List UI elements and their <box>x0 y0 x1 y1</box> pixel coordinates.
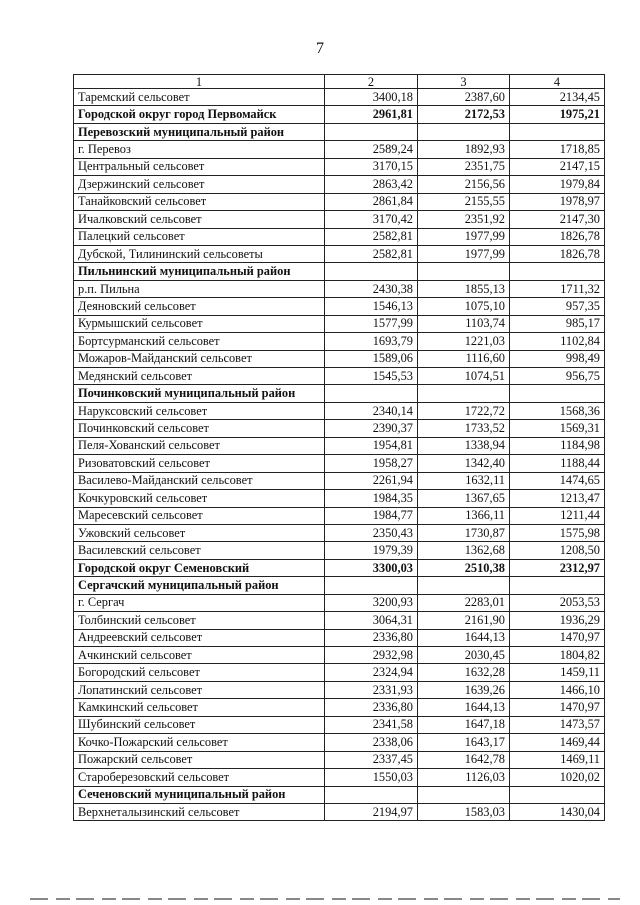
value-col-4: 1184,98 <box>510 437 605 454</box>
table-row <box>74 542 605 559</box>
table-row <box>74 176 605 193</box>
value-col-3: 1338,94 <box>418 437 510 454</box>
table-row <box>74 507 605 524</box>
value-col-4: 957,35 <box>510 298 605 315</box>
table-row <box>74 385 605 402</box>
value-col-3: 2351,92 <box>418 211 510 228</box>
value-col-4: 1804,82 <box>510 647 605 664</box>
value-col-4: 1474,65 <box>510 472 605 489</box>
table-row <box>74 734 605 751</box>
value-col-4: 1826,78 <box>510 245 605 262</box>
value-col-4: 1473,57 <box>510 716 605 733</box>
table-row <box>74 211 605 228</box>
row-name: Кочко-Пожарский сельсовет <box>74 734 325 751</box>
table-row <box>74 647 605 664</box>
value-col-4: 1020,02 <box>510 769 605 786</box>
value-col-2 <box>325 385 418 402</box>
row-name: Андреевский сельсовет <box>74 629 325 646</box>
value-col-3 <box>418 123 510 140</box>
table-row <box>74 280 605 297</box>
value-col-2: 2861,84 <box>325 193 418 210</box>
table-row <box>74 350 605 367</box>
row-name: Курмышский сельсовет <box>74 315 325 332</box>
row-name: Пожарский сельсовет <box>74 751 325 768</box>
value-col-3 <box>418 263 510 280</box>
value-col-4: 1102,84 <box>510 333 605 350</box>
row-name: Верхнеталызинский сельсовет <box>74 803 325 820</box>
value-col-2: 1979,39 <box>325 542 418 559</box>
value-col-2: 1958,27 <box>325 455 418 472</box>
value-col-4: 1188,44 <box>510 455 605 472</box>
row-name: Василево-Майданский сельсовет <box>74 472 325 489</box>
row-name: Дубской, Тилининский сельсоветы <box>74 245 325 262</box>
value-col-2: 3400,18 <box>325 89 418 106</box>
value-col-3 <box>418 786 510 803</box>
value-col-4: 1430,04 <box>510 803 605 820</box>
row-name: Староберезовский сельсовет <box>74 769 325 786</box>
value-col-2: 1984,77 <box>325 507 418 524</box>
value-col-3: 1730,87 <box>418 524 510 541</box>
value-col-4 <box>510 263 605 280</box>
row-name: Толбинский сельсовет <box>74 612 325 629</box>
row-name: Починковский муниципальный район <box>74 385 325 402</box>
value-col-2: 2350,43 <box>325 524 418 541</box>
row-name: Наруксовский сельсовет <box>74 402 325 419</box>
value-col-3: 1074,51 <box>418 368 510 385</box>
value-col-3: 2172,53 <box>418 106 510 123</box>
table-row <box>74 368 605 385</box>
value-col-4: 1213,47 <box>510 490 605 507</box>
value-col-4: 2134,45 <box>510 89 605 106</box>
table-row <box>74 559 605 576</box>
row-name: Перевозский муниципальный район <box>74 123 325 140</box>
value-col-2: 2430,38 <box>325 280 418 297</box>
row-name: Починковский сельсовет <box>74 420 325 437</box>
value-col-3: 1644,13 <box>418 629 510 646</box>
table-row <box>74 594 605 611</box>
row-name: Сеченовский муниципальный район <box>74 786 325 803</box>
column-header: 1 <box>74 75 325 89</box>
value-col-3: 1103,74 <box>418 315 510 332</box>
value-col-3: 2156,56 <box>418 176 510 193</box>
value-col-3: 1642,78 <box>418 751 510 768</box>
value-col-3: 1977,99 <box>418 228 510 245</box>
tariff-table <box>73 74 605 821</box>
value-col-2: 2589,24 <box>325 141 418 158</box>
value-col-2: 2338,06 <box>325 734 418 751</box>
row-name: Дзержинский сельсовет <box>74 176 325 193</box>
value-col-2: 2582,81 <box>325 228 418 245</box>
row-name: г. Перевоз <box>74 141 325 158</box>
value-col-4: 1470,97 <box>510 629 605 646</box>
value-col-4: 2312,97 <box>510 559 605 576</box>
table-row <box>74 141 605 158</box>
table-row <box>74 106 605 123</box>
value-col-3: 1977,99 <box>418 245 510 262</box>
value-col-2: 2261,94 <box>325 472 418 489</box>
value-col-4: 1975,21 <box>510 106 605 123</box>
value-col-2: 2341,58 <box>325 716 418 733</box>
value-col-2: 2337,45 <box>325 751 418 768</box>
value-col-2: 1577,99 <box>325 315 418 332</box>
value-col-3: 1639,26 <box>418 681 510 698</box>
value-col-4 <box>510 123 605 140</box>
value-col-4: 2053,53 <box>510 594 605 611</box>
value-col-3: 1647,18 <box>418 716 510 733</box>
value-col-4: 1711,32 <box>510 280 605 297</box>
value-col-4: 998,49 <box>510 350 605 367</box>
value-col-2 <box>325 786 418 803</box>
value-col-3: 1855,13 <box>418 280 510 297</box>
value-col-2: 2194,97 <box>325 803 418 820</box>
table-row <box>74 402 605 419</box>
value-col-3: 1583,03 <box>418 803 510 820</box>
value-col-2: 2863,42 <box>325 176 418 193</box>
table-row <box>74 612 605 629</box>
table-row <box>74 769 605 786</box>
value-col-3: 1643,17 <box>418 734 510 751</box>
row-name: Камкинский сельсовет <box>74 699 325 716</box>
row-name: Богородский сельсовет <box>74 664 325 681</box>
row-name: Ризоватовский сельсовет <box>74 455 325 472</box>
value-col-2: 2390,37 <box>325 420 418 437</box>
table-row <box>74 786 605 803</box>
value-col-2: 3170,42 <box>325 211 418 228</box>
value-col-3: 1733,52 <box>418 420 510 437</box>
value-col-2: 3170,15 <box>325 158 418 175</box>
table-row <box>74 89 605 106</box>
value-col-2 <box>325 263 418 280</box>
row-name: Ужовский сельсовет <box>74 524 325 541</box>
row-name: Василевский сельсовет <box>74 542 325 559</box>
row-name: Медянский сельсовет <box>74 368 325 385</box>
value-col-2: 3200,93 <box>325 594 418 611</box>
table-row <box>74 751 605 768</box>
value-col-3: 1362,68 <box>418 542 510 559</box>
value-col-4: 1211,44 <box>510 507 605 524</box>
value-col-3: 2283,01 <box>418 594 510 611</box>
value-col-2: 2932,98 <box>325 647 418 664</box>
table-row <box>74 490 605 507</box>
page-number: 7 <box>316 40 324 57</box>
value-col-3: 2155,55 <box>418 193 510 210</box>
value-col-3: 1366,11 <box>418 507 510 524</box>
value-col-3: 1644,13 <box>418 699 510 716</box>
value-col-2: 1693,79 <box>325 333 418 350</box>
table-row <box>74 664 605 681</box>
value-col-2 <box>325 577 418 594</box>
value-col-4 <box>510 577 605 594</box>
row-name: г. Сергач <box>74 594 325 611</box>
value-col-3 <box>418 385 510 402</box>
value-col-3: 2161,90 <box>418 612 510 629</box>
row-name: Центральный сельсовет <box>74 158 325 175</box>
value-col-4: 1826,78 <box>510 228 605 245</box>
table-row <box>74 333 605 350</box>
row-name: р.п. Пильна <box>74 280 325 297</box>
value-col-4: 1936,29 <box>510 612 605 629</box>
value-col-2: 3300,03 <box>325 559 418 576</box>
table-row <box>74 716 605 733</box>
value-col-3: 1367,65 <box>418 490 510 507</box>
row-name: Сергачский муниципальный район <box>74 577 325 594</box>
value-col-2: 2336,80 <box>325 699 418 716</box>
row-name: Городской округ Семеновский <box>74 559 325 576</box>
value-col-4: 1718,85 <box>510 141 605 158</box>
row-name: Деяновский сельсовет <box>74 298 325 315</box>
value-col-2: 3064,31 <box>325 612 418 629</box>
value-col-4: 1568,36 <box>510 402 605 419</box>
value-col-2: 1545,53 <box>325 368 418 385</box>
row-name: Палецкий сельсовет <box>74 228 325 245</box>
value-col-2: 2961,81 <box>325 106 418 123</box>
table-row <box>74 158 605 175</box>
value-col-2: 1550,03 <box>325 769 418 786</box>
value-col-4: 985,17 <box>510 315 605 332</box>
row-name: Пеля-Хованский сельсовет <box>74 437 325 454</box>
table-row <box>74 298 605 315</box>
column-header: 2 <box>325 75 418 89</box>
table-row <box>74 629 605 646</box>
row-name: Лопатинский сельсовет <box>74 681 325 698</box>
row-name: Пильнинский муниципальный район <box>74 263 325 280</box>
table-row <box>74 577 605 594</box>
table-row <box>74 123 605 140</box>
value-col-2: 2340,14 <box>325 402 418 419</box>
value-col-3: 1342,40 <box>418 455 510 472</box>
value-col-4: 956,75 <box>510 368 605 385</box>
value-col-4: 1469,44 <box>510 734 605 751</box>
value-col-3: 1632,28 <box>418 664 510 681</box>
value-col-4: 1978,97 <box>510 193 605 210</box>
value-col-3: 2510,38 <box>418 559 510 576</box>
table-row <box>74 803 605 820</box>
row-name: Ичалковский сельсовет <box>74 211 325 228</box>
value-col-4: 1469,11 <box>510 751 605 768</box>
value-col-2: 1984,35 <box>325 490 418 507</box>
table-row <box>74 437 605 454</box>
value-col-3: 2030,45 <box>418 647 510 664</box>
table-row <box>74 681 605 698</box>
value-col-2: 2324,94 <box>325 664 418 681</box>
value-col-3: 1075,10 <box>418 298 510 315</box>
table-header-row <box>74 75 605 89</box>
value-col-4: 1466,10 <box>510 681 605 698</box>
table-row <box>74 420 605 437</box>
column-header: 3 <box>418 75 510 89</box>
value-col-4: 2147,30 <box>510 211 605 228</box>
value-col-4: 1575,98 <box>510 524 605 541</box>
row-name: Шубинский сельсовет <box>74 716 325 733</box>
value-col-4: 1979,84 <box>510 176 605 193</box>
value-col-2: 1546,13 <box>325 298 418 315</box>
footer-scan-artifact <box>30 898 620 900</box>
table-row <box>74 455 605 472</box>
table-row <box>74 472 605 489</box>
row-name: Городской округ город Первомайск <box>74 106 325 123</box>
row-name: Маресевский сельсовет <box>74 507 325 524</box>
value-col-3: 1126,03 <box>418 769 510 786</box>
row-name: Бортсурманский сельсовет <box>74 333 325 350</box>
table-row <box>74 524 605 541</box>
value-col-2: 2582,81 <box>325 245 418 262</box>
table-row <box>74 699 605 716</box>
value-col-4: 1569,31 <box>510 420 605 437</box>
table-row <box>74 228 605 245</box>
value-col-4: 1470,97 <box>510 699 605 716</box>
value-col-2 <box>325 123 418 140</box>
value-col-2: 1954,81 <box>325 437 418 454</box>
value-col-3: 2387,60 <box>418 89 510 106</box>
value-col-3: 1221,03 <box>418 333 510 350</box>
row-name: Танайковский сельсовет <box>74 193 325 210</box>
value-col-4: 2147,15 <box>510 158 605 175</box>
value-col-2: 2331,93 <box>325 681 418 698</box>
table-row <box>74 193 605 210</box>
column-header: 4 <box>510 75 605 89</box>
table-row <box>74 263 605 280</box>
value-col-2: 2336,80 <box>325 629 418 646</box>
value-col-3: 1116,60 <box>418 350 510 367</box>
row-name: Ачкинский сельсовет <box>74 647 325 664</box>
value-col-4 <box>510 385 605 402</box>
row-name: Кочкуровский сельсовет <box>74 490 325 507</box>
value-col-3 <box>418 577 510 594</box>
value-col-4: 1208,50 <box>510 542 605 559</box>
value-col-3: 2351,75 <box>418 158 510 175</box>
value-col-3: 1892,93 <box>418 141 510 158</box>
table-row <box>74 245 605 262</box>
value-col-4: 1459,11 <box>510 664 605 681</box>
value-col-2: 1589,06 <box>325 350 418 367</box>
row-name: Можаров-Майданский сельсовет <box>74 350 325 367</box>
row-name: Таремский сельсовет <box>74 89 325 106</box>
value-col-4 <box>510 786 605 803</box>
value-col-3: 1722,72 <box>418 402 510 419</box>
value-col-3: 1632,11 <box>418 472 510 489</box>
table-row <box>74 315 605 332</box>
